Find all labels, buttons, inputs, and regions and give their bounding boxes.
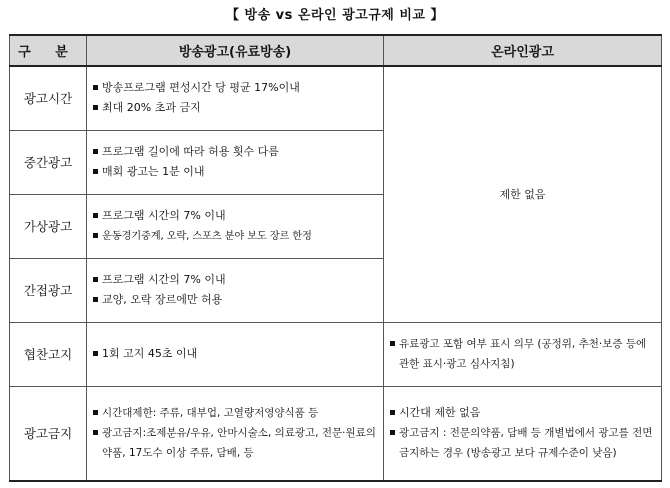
row-category: 가상광고 [10, 194, 87, 258]
header-category: 구 분 [10, 35, 87, 66]
list-item: 광고금지 : 전문의약품, 담배 등 개별법에서 광고를 전면 금지하는 경우 (방송광고 보다 규제수준이 낮음) [390, 423, 657, 463]
list-item: 시간대 제한 없음 [390, 403, 657, 423]
list-item: 프로그램 길이에 따라 허용 횟수 다름 [93, 142, 379, 162]
table-header-row [10, 35, 662, 66]
table-row [10, 386, 662, 481]
row-category: 중간광고 [10, 130, 87, 194]
online-cell [384, 386, 662, 481]
row-category: 광고금지 [10, 386, 87, 481]
bullet-icon [390, 430, 395, 435]
bullet-icon [93, 149, 98, 154]
row-category: 간접광고 [10, 258, 87, 322]
broadcast-cell [87, 194, 384, 258]
bullet-icon [93, 277, 98, 282]
bullet-icon [93, 430, 98, 435]
broadcast-cell [87, 386, 384, 481]
bullet-icon [93, 351, 98, 356]
list-item: 프로그램 시간의 7% 이내 [93, 206, 379, 226]
table-row [10, 322, 662, 386]
broadcast-cell [87, 130, 384, 194]
list-item: 유료광고 포함 여부 표시 의무 (공정위, 추천·보증 등에 관한 표시·광고 심사지침) [390, 334, 657, 374]
header-broadcast: 방송광고(유료방송) [87, 35, 384, 66]
bullet-icon [93, 105, 98, 110]
list-item: 최대 20% 초과 금지 [93, 98, 379, 118]
list-item: 매회 광고는 1분 이내 [93, 162, 379, 182]
list-item: 교양, 오락 장르에만 허용 [93, 290, 379, 310]
row-category: 광고시간 [10, 66, 87, 130]
bullet-icon [93, 297, 98, 302]
list-item: 운동경기중계, 오락, 스포츠 분야 보도 장르 한정 [93, 226, 379, 246]
bullet-icon [390, 341, 395, 346]
list-item: 시간대제한: 주류, 대부업, 고열량저영양식품 등 [93, 403, 379, 423]
broadcast-cell [87, 322, 384, 386]
comparison-table [9, 34, 662, 482]
broadcast-cell [87, 258, 384, 322]
list-item: 방송프로그램 편성시간 당 평균 17%이내 [93, 78, 379, 98]
page-title: 【 방송 vs 온라인 광고규제 비교 】 [225, 8, 444, 23]
bullet-icon [93, 85, 98, 90]
table-row [10, 66, 662, 130]
online-cell [384, 322, 662, 386]
row-category: 협찬고지 [10, 322, 87, 386]
bullet-icon [93, 213, 98, 218]
bullet-icon [93, 410, 98, 415]
online-no-restriction-cell: 제한 없음 [384, 66, 662, 322]
list-item: 광고금지:조제분유/우유, 안마시술소, 의료광고, 전문·원료의약품, 17도수 이상 주류, 담배, 등 [93, 423, 379, 463]
bullet-icon [93, 169, 98, 174]
list-item: 1회 고지 45초 이내 [93, 344, 379, 364]
list-item: 프로그램 시간의 7% 이내 [93, 270, 379, 290]
header-online: 온라인광고 [384, 35, 662, 66]
bullet-icon [390, 410, 395, 415]
bullet-icon [93, 233, 98, 238]
broadcast-cell [87, 66, 384, 130]
